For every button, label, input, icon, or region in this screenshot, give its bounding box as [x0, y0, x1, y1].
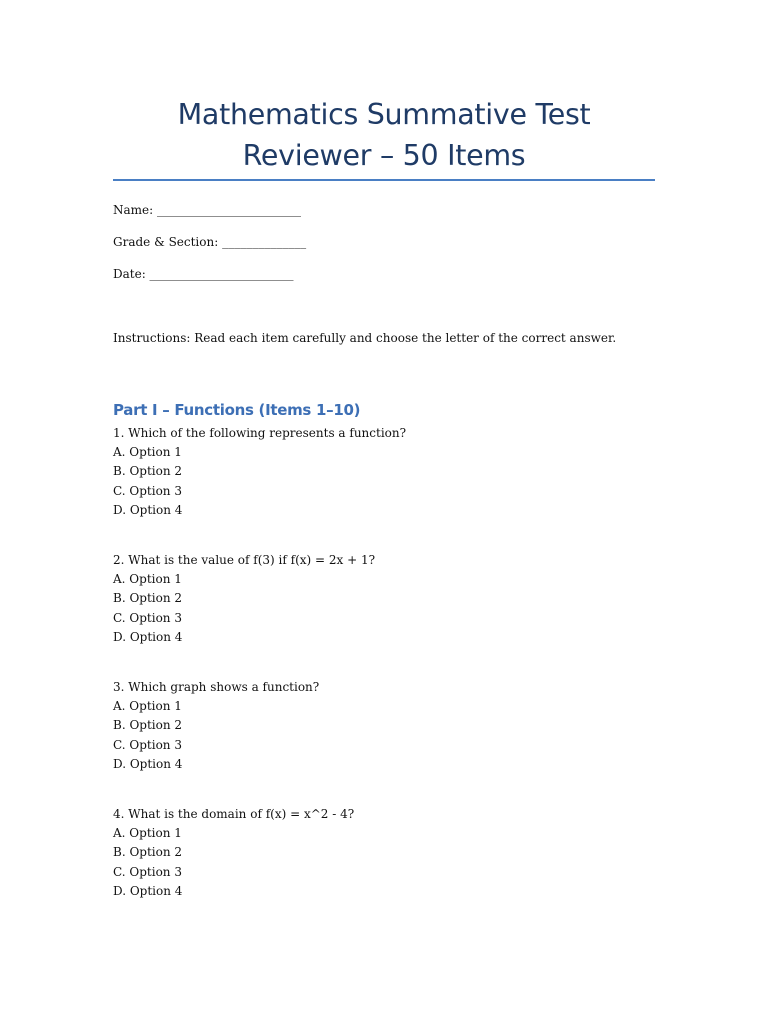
question-2	[113, 551, 673, 647]
option-d: D. Option 4	[113, 883, 183, 898]
question-text: 3. Which graph shows a function?	[113, 680, 320, 695]
option-a: A. Option 1	[113, 572, 182, 587]
option-a: A. Option 1	[113, 826, 182, 841]
part-1-heading: Part I – Functions (Items 1–10)	[113, 401, 361, 419]
question-text: 1. Which of the following represents a function?	[113, 426, 407, 440]
instructions-text: Instructions: Read each item carefully and choose the letter of the correct answer.	[113, 331, 617, 345]
option-b: B. Option 2	[113, 591, 183, 606]
option-a: A. Option 1	[113, 699, 182, 714]
option-c: C. Option 3	[113, 737, 182, 752]
option-d: D. Option 4	[113, 629, 183, 644]
question-text: 2. What is the value of f(3) if f(x) = 2x + 1?	[113, 553, 376, 568]
option-b: B. Option 2	[113, 718, 183, 733]
question-text: 4. What is the domain of f(x) = x^2 - 4?	[113, 807, 355, 822]
name-field: Name: ________________________	[113, 203, 301, 217]
question-1	[113, 424, 673, 520]
date-field: Date: ________________________	[113, 267, 294, 281]
question-4	[113, 805, 673, 901]
option-b: B. Option 2	[113, 464, 183, 479]
option-c: C. Option 3	[113, 864, 182, 879]
document-title: Mathematics Summative Test Reviewer – 50 Items	[177, 98, 591, 172]
option-b: B. Option 2	[113, 845, 183, 860]
title-underline	[113, 179, 655, 181]
option-c: C. Option 3	[113, 610, 182, 625]
grade-section-field: Grade & Section: ______________	[113, 235, 307, 249]
option-a: A. Option 1	[113, 445, 182, 460]
option-d: D. Option 4	[113, 502, 183, 517]
option-d: D. Option 4	[113, 756, 183, 771]
option-c: C. Option 3	[113, 483, 182, 498]
question-list	[113, 424, 673, 932]
question-3	[113, 678, 673, 774]
